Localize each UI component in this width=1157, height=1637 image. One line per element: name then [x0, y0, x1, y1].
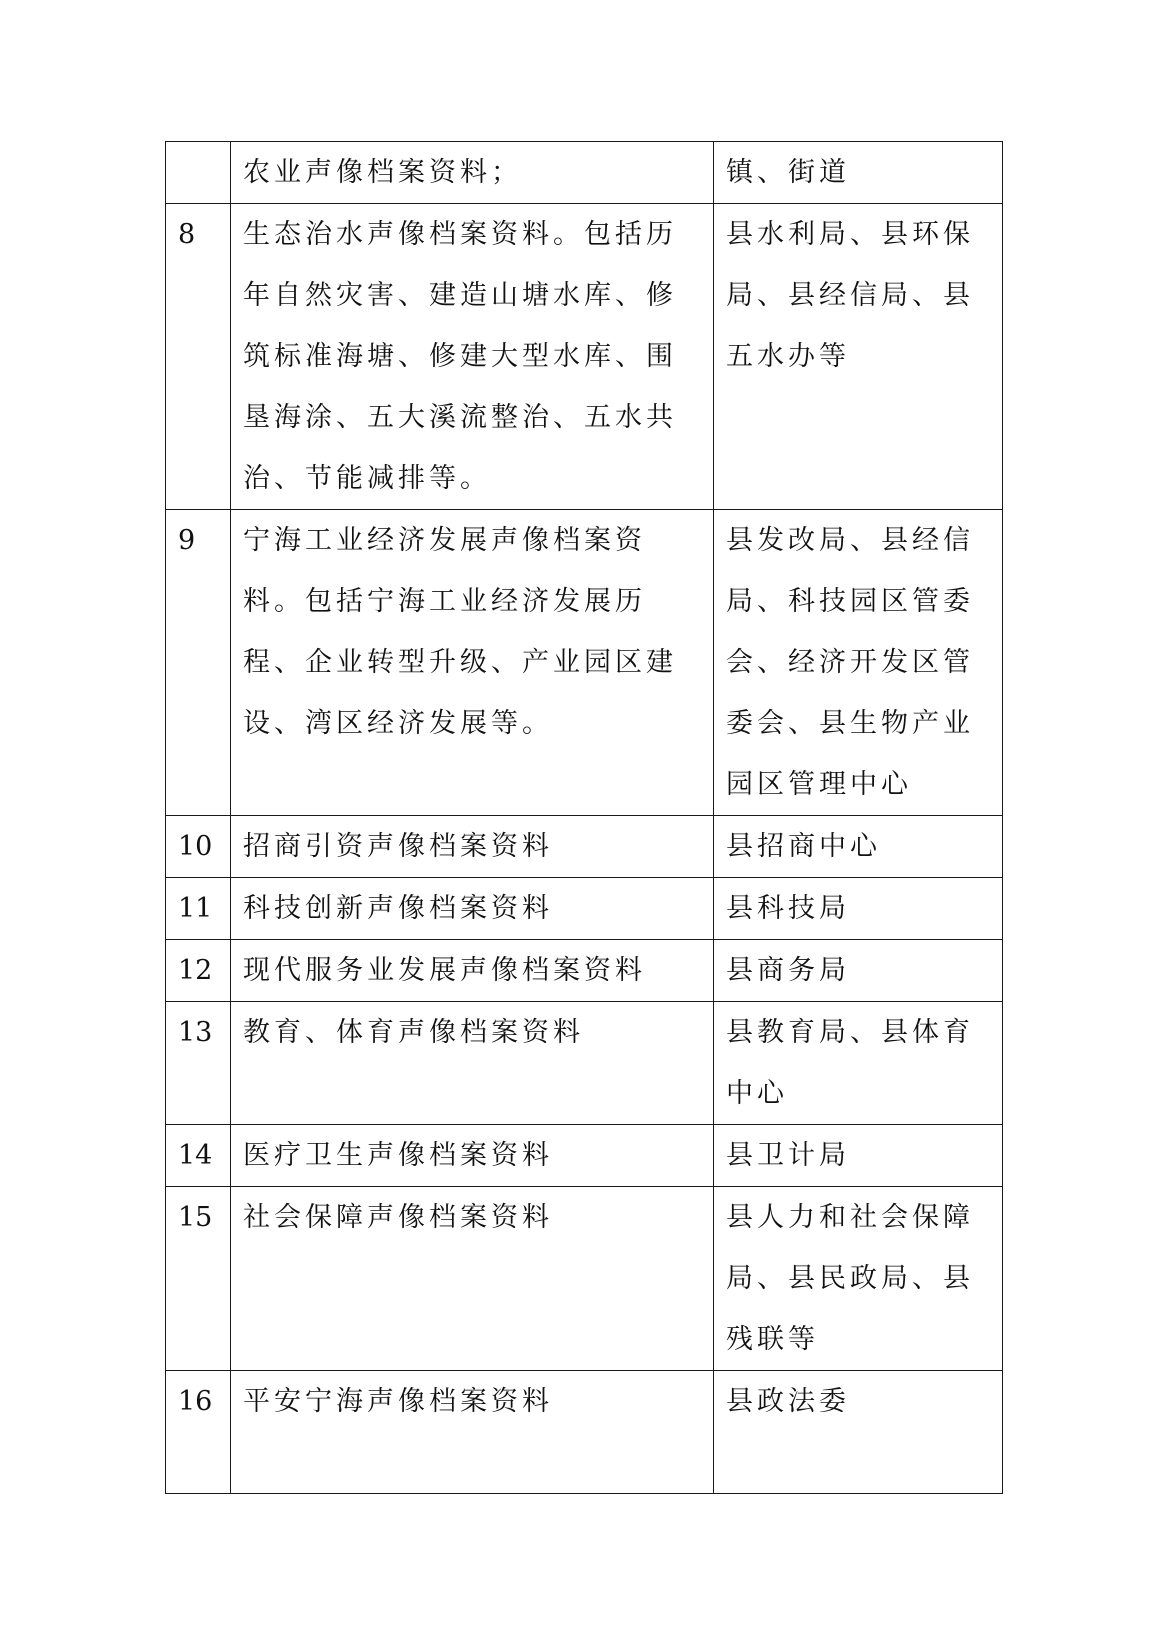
- row-number: 14: [166, 1125, 231, 1187]
- row-department: 县教育局、县体育中心: [714, 1002, 1003, 1125]
- row-number: 12: [166, 940, 231, 1002]
- row-content: 教育、体育声像档案资料: [231, 1002, 714, 1125]
- table-row: [166, 142, 1003, 204]
- table-row: [166, 878, 1003, 940]
- row-department: 县人力和社会保障局、县民政局、县残联等: [714, 1187, 1003, 1371]
- row-content: 农业声像档案资料；: [231, 142, 714, 204]
- table-row: [166, 1125, 1003, 1187]
- row-content: 现代服务业发展声像档案资料: [231, 940, 714, 1002]
- table-row: [166, 940, 1003, 1002]
- row-department: 县科技局: [714, 878, 1003, 940]
- row-department: 县水利局、县环保局、县经信局、县五水办等: [714, 204, 1003, 510]
- row-content: 科技创新声像档案资料: [231, 878, 714, 940]
- row-department: 镇、街道: [714, 142, 1003, 204]
- archive-table: [165, 141, 1003, 1494]
- table-row: [166, 204, 1003, 510]
- row-number: [166, 142, 231, 204]
- table-row: [166, 510, 1003, 816]
- row-number: 11: [166, 878, 231, 940]
- row-number: 15: [166, 1187, 231, 1371]
- row-number: 9: [166, 510, 231, 816]
- row-department: 县发改局、县经信局、科技园区管委会、经济开发区管委会、县生物产业园区管理中心: [714, 510, 1003, 816]
- row-number: 16: [166, 1371, 231, 1494]
- row-number: 13: [166, 1002, 231, 1125]
- row-content: 医疗卫生声像档案资料: [231, 1125, 714, 1187]
- row-department: 县卫计局: [714, 1125, 1003, 1187]
- table-row: [166, 1371, 1003, 1494]
- row-content: 招商引资声像档案资料: [231, 816, 714, 878]
- table-row: [166, 1187, 1003, 1371]
- row-department: 县招商中心: [714, 816, 1003, 878]
- row-department: 县商务局: [714, 940, 1003, 1002]
- row-content: 社会保障声像档案资料: [231, 1187, 714, 1371]
- table-row: [166, 816, 1003, 878]
- row-department: 县政法委: [714, 1371, 1003, 1494]
- row-content: 宁海工业经济发展声像档案资料。包括宁海工业经济发展历程、企业转型升级、产业园区建设、湾区经济发展等。: [231, 510, 714, 816]
- table-row: [166, 1002, 1003, 1125]
- row-number: 10: [166, 816, 231, 878]
- row-number: 8: [166, 204, 231, 510]
- row-content: 生态治水声像档案资料。包括历年自然灾害、建造山塘水库、修筑标准海塘、修建大型水库、围垦海涂、五大溪流整治、五水共治、节能减排等。: [231, 204, 714, 510]
- row-content: 平安宁海声像档案资料: [231, 1371, 714, 1494]
